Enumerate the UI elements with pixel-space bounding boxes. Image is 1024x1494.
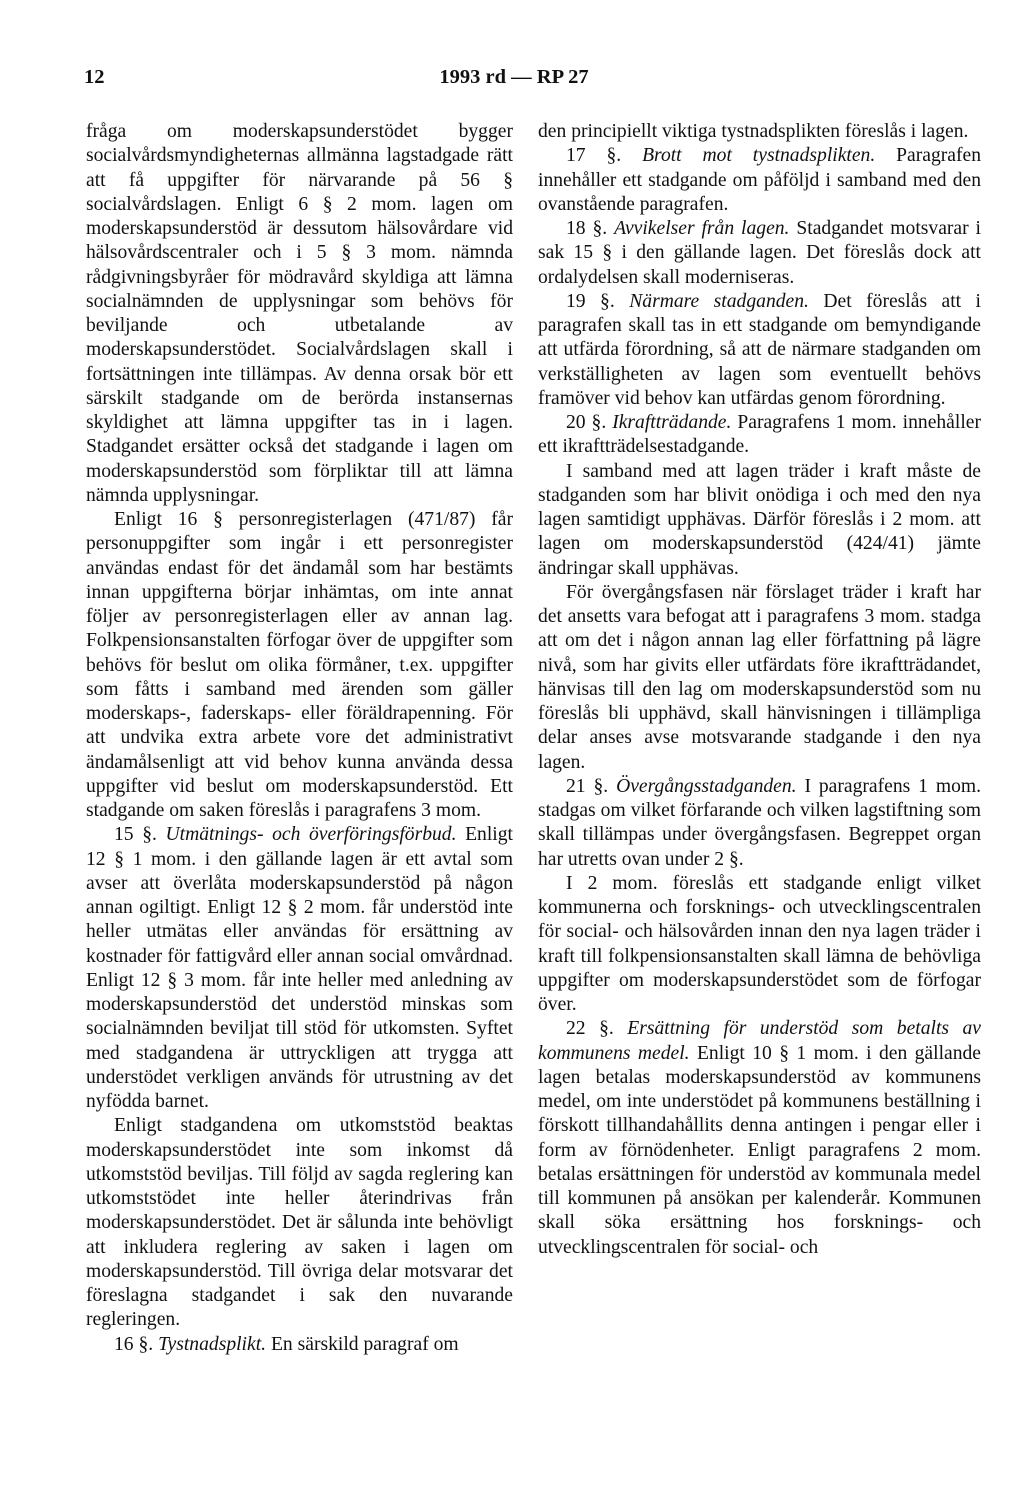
right-paragraph-1: den principiellt viktiga tystnadsplikten föreslås i lagen. (538, 121, 969, 142)
section-18-title: Avvikelser från lagen. (614, 218, 790, 239)
section-21-number: 21 §. (566, 775, 609, 797)
section-21-title: Övergångsstadganden. (616, 775, 797, 797)
section-21 (538, 775, 981, 872)
section-20-number: 20 §. (566, 412, 607, 433)
left-paragraph-2: Enligt 16 § personregisterlagen (471/87) får personuppgifter som ingår i ett personregister användas endast för det ändamål som har bestämts innan uppgifterna börjar inhämtas, om inte annat följer av personregisterlagen eller av annan lag. Folkpensionsanstalten förfogar över de uppgifter som behövs för beslut om olika förmåner, t.ex. uppgifter som fåtts i samband med ärenden som gäller moderskaps-, faderskaps- eller föräldrapenning. För att undvika extra arbete vore det administrativt ändamålsenligt att vid behov kunna använda dessa uppgifter vid beslut om moderskapsunderstöd. Ett stadgande om saken föreslås i paragrafens 3 mom. (86, 509, 513, 821)
section-19 (538, 290, 981, 411)
section-15-number: 15 §. (114, 824, 157, 846)
section-19-text: Det föreslås att i paragrafen skall tas in ett stadgande om bemyndigande att utfärda förordning, så att de närmare stadganden om verkställigheten av lagen som eventuellt behövs framöver vid behov kan utfärdas genom förordning. (538, 290, 981, 409)
left-column (86, 120, 513, 1357)
section-17-title: Brott mot tystnadsplikten. (642, 145, 876, 167)
section-22 (538, 1017, 981, 1260)
right-paragraph-9: I 2 mom. föreslås ett stadgande enligt vilket kommunerna och forsknings- och utvecklingscentralen för social- och hälsovården innan den nya lagen träder i kraft till folkpensionsanstalten skall lämna de behövliga uppgifter om moderskapsunderstödet som de förfogar över. (538, 872, 981, 1015)
section-22-text: Enligt 10 § 1 mom. i den gällande lagen betalas moderskapsunderstöd av kommunens medel, om inte understödet på kommunens beställning i förskott tillhandahållits denna antingen i pengar eller i form av förnödenheter. Enligt paragrafens 2 mom. betalas ersättningen för understöd av kommunala medel till kommunen på ansökan per kalenderår. Kommunen skall söka ersättning hos forsknings- och utvecklingscentralen för social- och (538, 1042, 981, 1258)
document-id: 1993 rd — RP 27 (439, 66, 589, 88)
left-paragraph-1: fråga om moderskapsunderstödet bygger socialvårdsmyndigheternas allmänna lagstadgade rätt att få uppgifter för närvarande på 56 § socialvårdslagen. Enligt 6 § 2 mom. lagen om moderskapsunderstöd är dessutom hälsovårdare vid hälsovårdscentraler och i 5 § 3 mom. nämnda rådgivningsbyråer för mödravård skyldiga att lämna socialnämnden de upplysningar som behövs för beviljande och utbetalande av moderskapsunderstödet. Socialvårdslagen skall i fortsättningen inte tillämpas. Av denna orsak bör ett särskilt stadgande om de berörda instansernas skyldighet att lämna uppgifter tas in i lagen. Stadgandet ersätter också det stadgande i lagen om moderskapsunderstöd som förpliktar till att lämna nämnda upplysningar. (86, 121, 513, 506)
section-18-text: Stadgandet motsvarar i sak 15 § i den gällande lagen. Det föreslås dock att ordalydelsen skall moderniseras. (538, 218, 981, 288)
section-20 (538, 411, 981, 460)
section-15-title: Utmätnings- och överföringsförbud. (165, 824, 457, 846)
section-17 (538, 144, 981, 217)
section-16-text: En särskild paragraf om (270, 1333, 459, 1355)
section-16-number: 16 §. (114, 1333, 154, 1355)
section-19-title: Närmare stadganden. (629, 290, 809, 312)
section-20-text: Paragrafens 1 mom. innehåller ett ikraftträdelsestadgande. (538, 412, 981, 458)
page-header (84, 66, 944, 94)
left-paragraph-4: Enligt stadgandena om utkomststöd beaktas moderskapsunderstödet inte som inkomst då utkomststöd beviljas. Till följd av sagda reglering kan utkomststödet inte heller återindrivas från moderskapsunderstödet. Det är sålunda inte behövligt att inkludera reglering av saken i lagen om moderskapsunderstöd. Till övriga delar motsvarar det föreslagna stadgandet i sak den nuvarande regleringen. (86, 1115, 513, 1331)
right-paragraph-6: I samband med att lagen träder i kraft måste de stadganden som har blivit onödiga i och med den nya lagen samtidigt upphävas. Därför föreslås i 2 mom. att lagen om moderskapsunderstöd (424/41) jämte ändringar skall upphävas. (538, 460, 981, 579)
page-number: 12 (84, 66, 105, 88)
section-18-number: 18 §. (566, 218, 608, 239)
section-18 (538, 217, 981, 290)
section-15 (86, 823, 513, 1114)
section-16-title: Tystnadsplikt. (158, 1333, 267, 1355)
section-22-number: 22 §. (566, 1018, 614, 1040)
right-paragraph-7: För övergångsfasen när förslaget träder i kraft har det ansetts vara befogat att i paragrafens 3 mom. stadga att om det i någon annan lag eller författning på lägre nivå, som har givits eller utfärdats före ikraftträdandet, hänvisas till den lag om moderskapsunderstöd som nu föreslås bli upphävd, skall hänvisningen i tillämpliga delar anses avse motsvarande stadgande i den nya lagen. (538, 581, 981, 773)
section-19-number: 19 §. (566, 290, 615, 312)
section-15-text: Enligt 12 § 1 mom. i den gällande lagen är ett avtal som avser att överlåta moderskapsunderstöd på någon annan ogiltigt. Enligt 12 § 2 mom. får understöd inte heller utmätas eller användas för ersättning av kostnader för fattigvård eller annan social omvårdnad. Enligt 12 § 3 mom. får inte heller med anledning av moderskapsunderstöd det understöd minskas som socialnämnden beviljat till stöd för utkomsten. Syftet med stadgandena är uttryckligen att trygga att understödet verkligen används för utrustning av det nyfödda barnet. (86, 824, 513, 1112)
section-16 (86, 1333, 513, 1357)
right-column (538, 120, 981, 1260)
section-22-title: Ersättning för understöd som betalts av kommunens medel. (538, 1018, 981, 1064)
section-21-text: I paragrafens 1 mom. stadgas om vilket förfarande och vilken lagstiftning som skall tillämpas under övergångsfasen. Begreppet organ har utretts ovan under 2 §. (538, 775, 982, 870)
section-20-title: Ikraftträdande. (612, 412, 732, 433)
section-17-text: Paragrafen innehåller ett stadgande om påföljd i samband med den ovanstående paragrafen. (538, 145, 981, 215)
section-17-number: 17 §. (566, 145, 622, 167)
